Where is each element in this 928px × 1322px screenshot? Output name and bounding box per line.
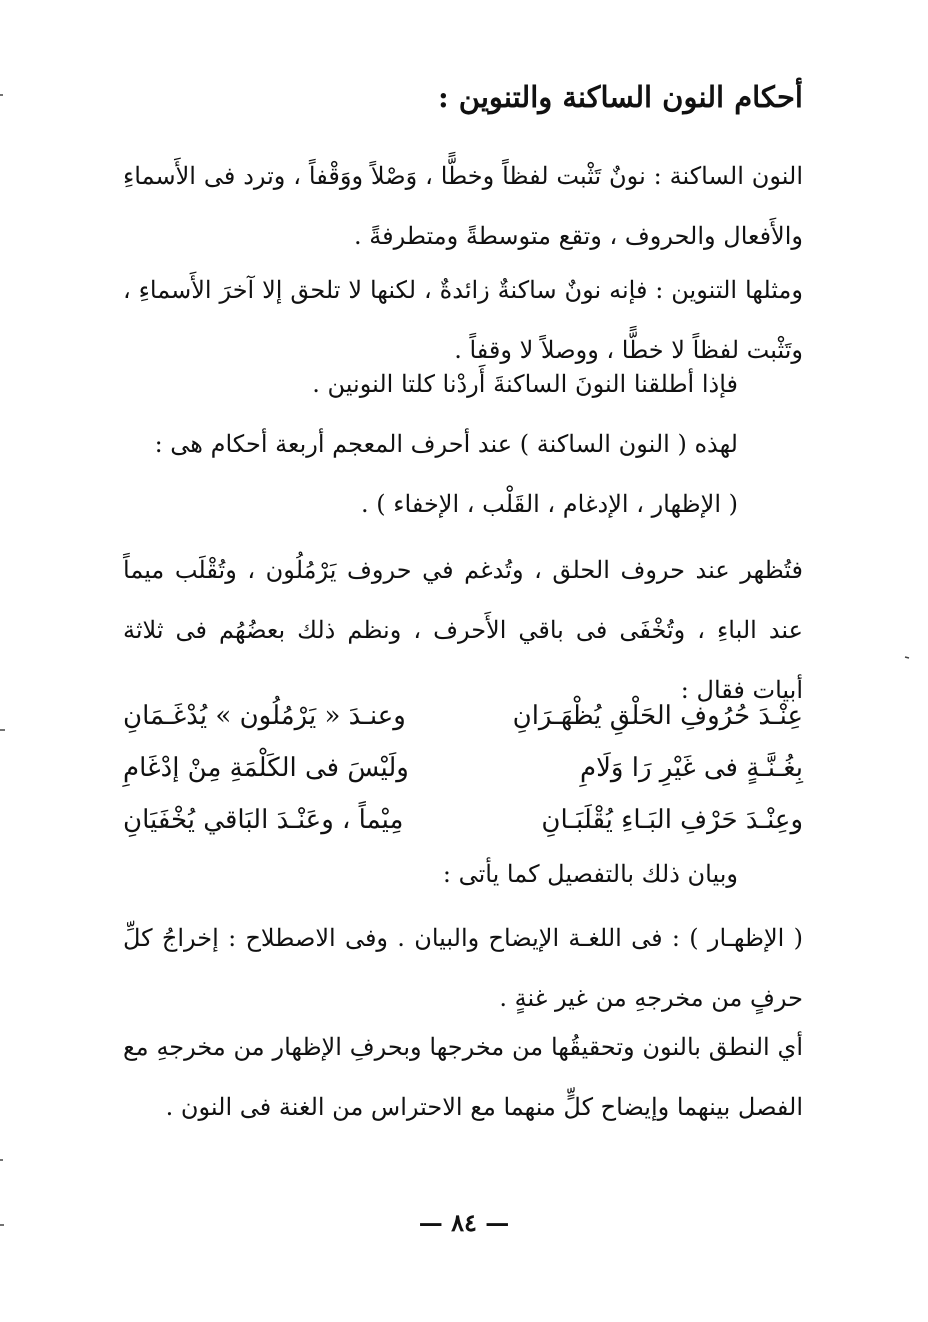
poem-first-hemistich: بِغُـنَّـةٍ فى غَيْرِ رَا وَلَامِ [579,753,803,783]
paragraph-four-rules: لهذه ( النون الساكنة ) عند أحرف المعجم أربعة أحكام هى : [154,430,738,458]
paragraph-both-nouns: فإذا أطلقنا النونَ الساكنةَ أَردْنا كلتا النونين . [312,370,738,398]
paragraph-rules-list: ( الإظهار ، الإدغام ، القَلْب ، الإخفاء ) . [360,490,738,518]
poem-verse [123,690,803,742]
paragraph-izhar-definition: ( الإظهـار ) : فى اللغـة الإيضاح والبيان . وفى الاصطلاح : إخراجُ كلِّ حرفٍ من مخرجهِ من غير غنةٍ . [123,924,803,1012]
scan-mark [905,657,909,658]
paragraph-rules-explained: فتُظهر عند حروف الحلق ، وتُدغم في حروف يَرْمُلُون ، وتُقْلَب ميماً عند الباءِ ، وتُخْفَى فى باقي الأَحرف ، ونظم ذلك بعضُهُم فى ثلاثة أبيات فقال : [123,556,803,704]
paragraph-izhar-explanation: أي النطق بالنون وتحقيقُها من مخرجها وبحرفِ الإظهار من مخرجهِ مع الفصل بينهما وإيضاح كلٍّ منهما مع الاحتراس من الغنة فى النون . [123,1033,803,1121]
poem-second-hemistich: مِيْماً ، وعَنْـدَ البَاقي يُخْفَيَانِ [123,805,404,835]
page-number: — ٨٤ — [418,1208,510,1237]
poem-second-hemistich: وعنـدَ « يَرْمُلُون » يُدْغَـمَانِ [123,701,406,731]
poem [123,690,803,846]
paragraph-definition-tanween: ومثلها التنوين : فإنه نونٌ ساكنةٌ زائدةٌ ، لكنها لا تلحق إلا آخرَ الأَسماءِ ، وتَثْبت لفظاً لا خطًّا ، ووصلاً لا وقفاً . [123,276,803,364]
paragraph-details-intro: وبيان ذلك بالتفصيل كما يأتى : [442,860,738,888]
poem-first-hemistich: وعِنْـدَ حَرْفِ البَـاءِ يُقْلَبَـانِ [541,805,803,835]
poem-verse [123,794,803,846]
poem-second-hemistich: ولَيْسَ فى الكَلْمَةِ مِنْ إدْغَامِ [123,753,409,783]
poem-first-hemistich: عِنْـدَ حُرُوفِ الحَلْقِ يُظْهَـرَانِ [512,701,803,731]
section-heading: أحكام النون الساكنة والتنوين : [437,80,803,114]
poem-verse [123,742,803,794]
paragraph-definition-noon: النون الساكنة : نونٌ تَثْبت لفظاً وخطًّا ، وَصْلاً ووَقْفاً ، وترد فى الأَسماءِ والأَفعال والحروف ، وتقع متوسطةً ومتطرفةً . [123,162,803,250]
